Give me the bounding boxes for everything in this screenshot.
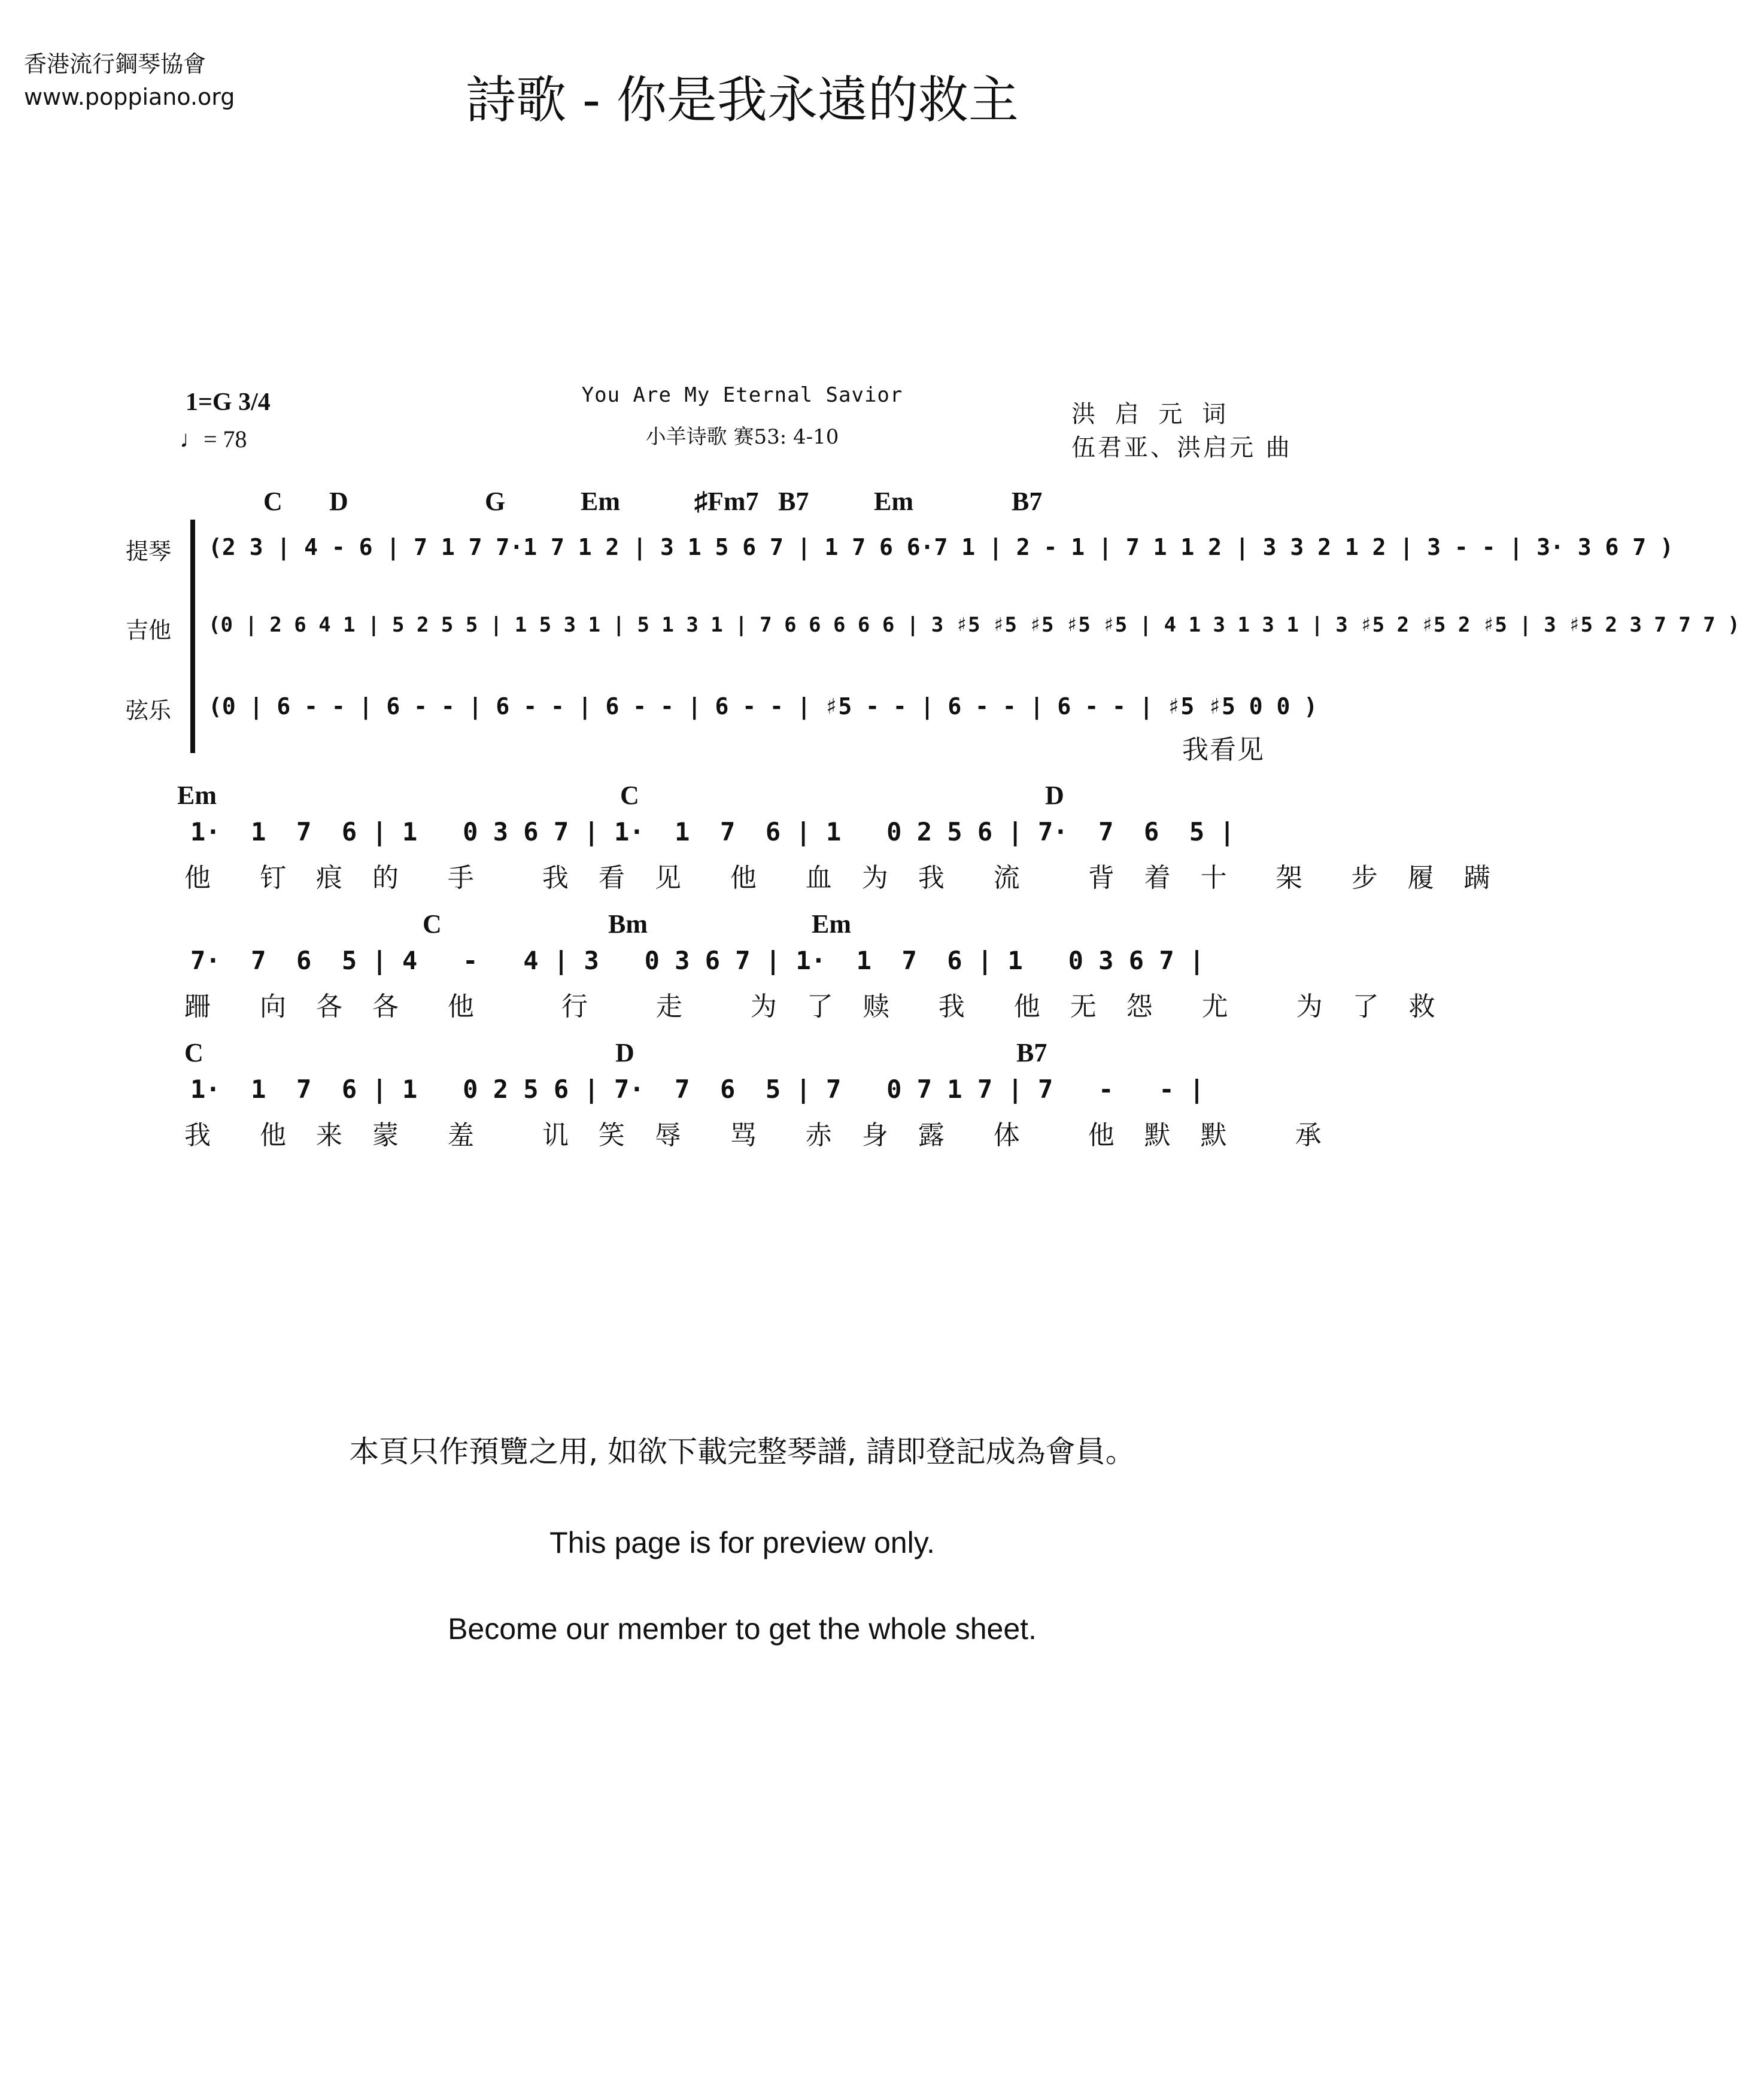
chord: Em: [581, 487, 620, 516]
chord: ♯Fm7: [694, 487, 759, 516]
chord: B7: [1016, 1038, 1047, 1067]
lyric-line: 他 钉 痕 的 手 我 看 见 他 血 为 我 流 背 着 十 架 步 履 蹒: [184, 863, 1501, 893]
melody-notes: 7· 7 6 5 | 4 - 4 | 3 0 3 6 7 | 1· 1 7 6 | 1 0 3 6 7 |: [190, 946, 1205, 975]
key-signature: 1=G 3/4: [186, 389, 271, 416]
chord-row: [177, 780, 1314, 810]
chord-row: [184, 1037, 1322, 1067]
tempo-marking: ♩= 78: [180, 426, 247, 453]
part-label-violin: 提琴: [126, 538, 172, 565]
guitar-notes: (0 | 2 6 4 1 | 5 2 5 5 | 1 5 3 1 | 5 1 3 1 | 7 6 6 6 6 6 | 3 ♯5 ♯5 ♯5 ♯5 ♯5 | 4 1 3 1 3 1 | 3 ♯5 2 ♯5 2 ♯5 | 3 ♯5 2 3 7 7 7 ): [208, 613, 1740, 637]
chord: D: [615, 1038, 634, 1067]
chord: C: [184, 1038, 204, 1067]
chord-row: [177, 909, 1314, 939]
part-label-guitar: 吉他: [126, 617, 172, 644]
page-title: 詩歌 - 你是我永遠的救主: [466, 71, 1019, 129]
site-name: 香港流行鋼琴協會: [24, 51, 207, 77]
chord: B7: [778, 487, 809, 516]
lyricist-credit: 洪 启 元 词: [1071, 400, 1232, 428]
site-url[interactable]: www.poppiano.org: [24, 84, 235, 110]
part-label-strings: 弦乐: [126, 697, 172, 724]
intro-chord-row: [263, 486, 1101, 516]
melody-notes: 1· 1 7 6 | 1 0 3 6 7 | 1· 1 7 6 | 1 0 2 5 6 | 7· 7 6 5 |: [190, 817, 1235, 846]
english-title: You Are My Eternal Savior: [581, 383, 903, 407]
song-source: 小羊诗歌 赛53: 4-10: [645, 425, 839, 449]
chord: D: [329, 487, 348, 516]
preview-notice-cn: 本頁只作預覽之用, 如欲下載完整琴譜, 請即登記成為會員。: [349, 1434, 1135, 1469]
preview-notice-en: This page is for preview only.: [549, 1526, 935, 1559]
chord: Em: [177, 781, 217, 810]
chord: D: [1045, 781, 1064, 810]
membership-notice: Become our member to get the whole sheet.: [448, 1612, 1037, 1646]
chord: Bm: [608, 909, 648, 939]
chord: G: [485, 487, 506, 516]
chord: Em: [812, 909, 851, 939]
chord: C: [263, 487, 283, 516]
strings-notes: (0 | 6 - - | 6 - - | 6 - - | 6 - - | 6 - - | ♯5 - - | 6 - - | 6 - - | ♯5 ♯5 0 0 ): [208, 693, 1318, 720]
violin-notes: (2 3 | 4 - 6 | 7 1 7 7·1 7 1 2 | 3 1 5 6 7 | 1 7 6 6·7 1 | 2 - 1 | 7 1 1 2 | 3 3 2 1 2 | 3 - - | 3· 3 6 7 ): [208, 534, 1674, 560]
chord: B7: [1012, 487, 1043, 516]
chord: C: [620, 781, 639, 810]
pickup-lyric: 我看见: [1182, 735, 1265, 765]
melody-notes: 1· 1 7 6 | 1 0 2 5 6 | 7· 7 6 5 | 7 0 7 1 7 | 7 - - |: [190, 1075, 1205, 1104]
chord: C: [423, 909, 442, 939]
lyric-line: 跚 向 各 各 他 行 走 为 了 赎 我 他 无 怨 尤 为 了 救: [184, 991, 1446, 1022]
composer-credit: 伍君亚、洪启元 曲: [1071, 434, 1292, 462]
lyric-line: 我 他 来 蒙 羞 讥 笑 辱 骂 赤 身 露 体 他 默 默 承: [184, 1120, 1332, 1151]
chord: Em: [874, 487, 913, 516]
system-bracket: [190, 520, 195, 753]
